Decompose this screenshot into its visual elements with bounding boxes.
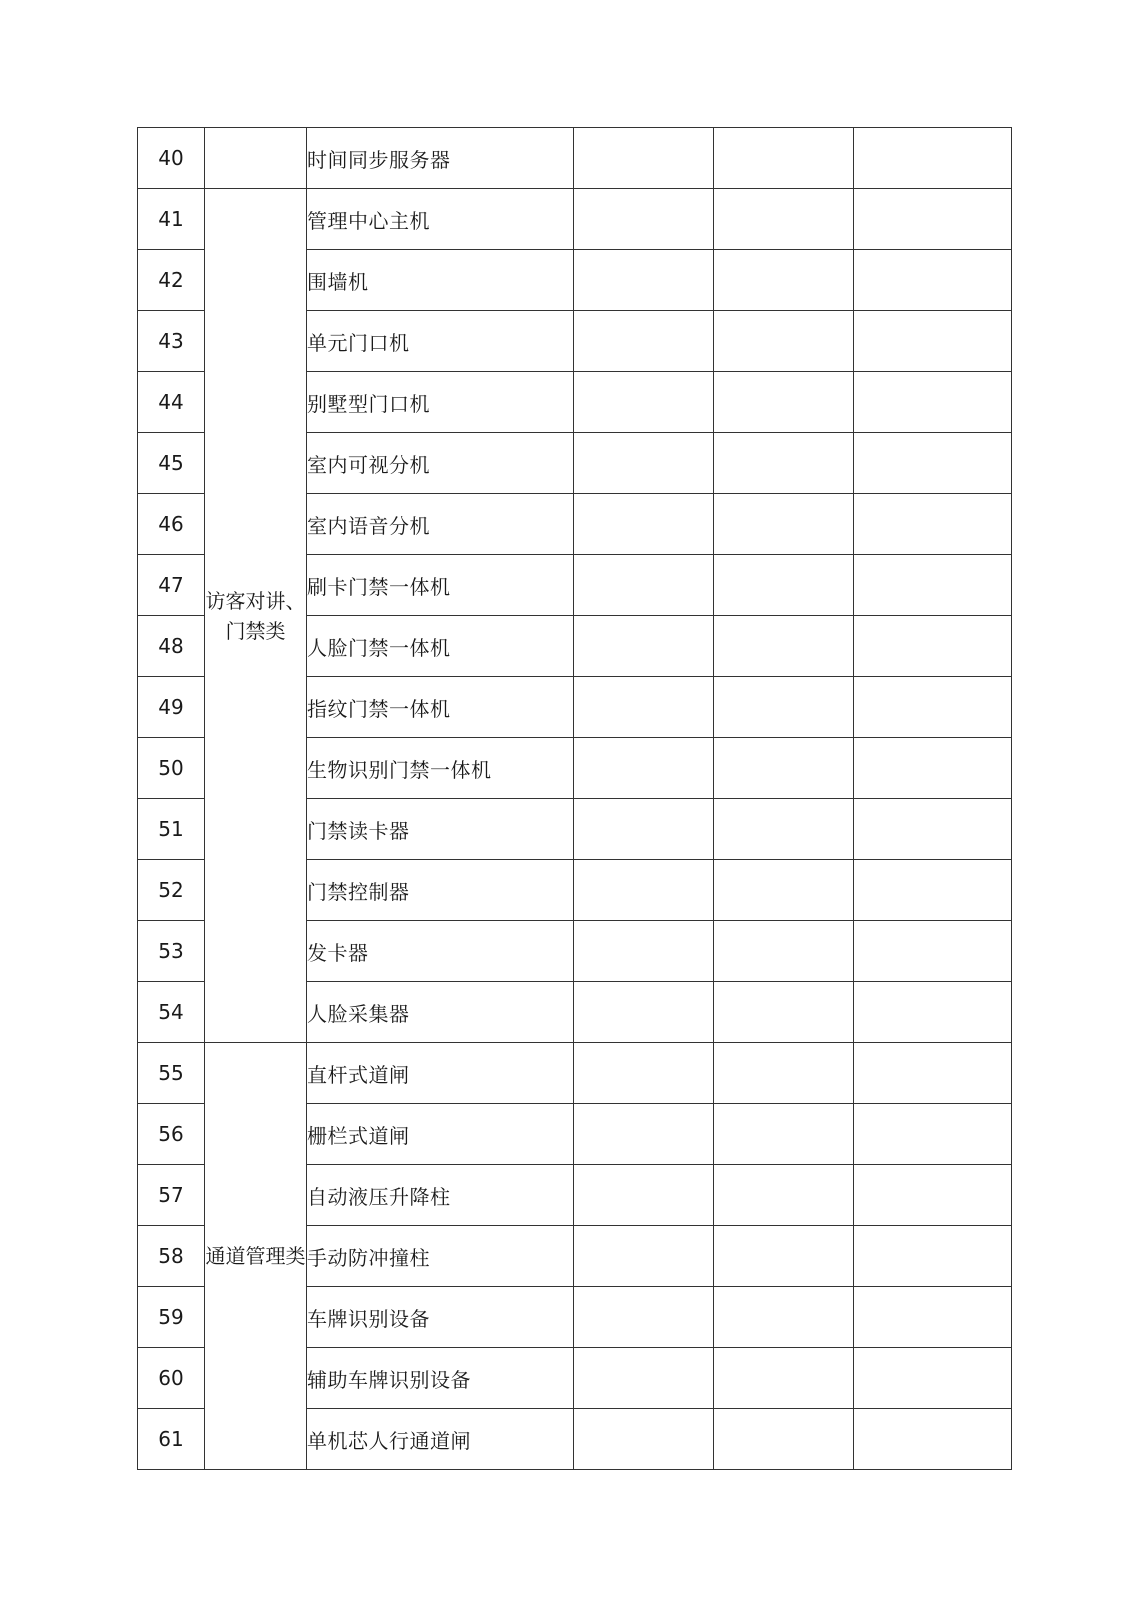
empty-cell [574,921,714,982]
empty-cell [854,1226,1012,1287]
row-number: 51 [138,799,205,860]
empty-cell [854,189,1012,250]
empty-cell [714,616,854,677]
empty-cell [714,677,854,738]
empty-cell [714,555,854,616]
empty-cell [854,128,1012,189]
empty-cell [714,1226,854,1287]
empty-cell [854,555,1012,616]
row-number: 54 [138,982,205,1043]
empty-cell [714,1287,854,1348]
row-number: 43 [138,311,205,372]
empty-cell [574,799,714,860]
row-number: 58 [138,1226,205,1287]
empty-cell [574,982,714,1043]
empty-cell [854,982,1012,1043]
empty-cell [574,128,714,189]
item-name: 单元门口机 [307,311,574,372]
row-number: 56 [138,1104,205,1165]
table-row [138,189,1012,250]
item-name: 指纹门禁一体机 [307,677,574,738]
empty-cell [854,738,1012,799]
empty-cell [574,616,714,677]
empty-cell [854,1287,1012,1348]
empty-cell [574,1409,714,1470]
item-name: 人脸采集器 [307,982,574,1043]
empty-cell [854,433,1012,494]
empty-cell [714,433,854,494]
empty-cell [854,1409,1012,1470]
empty-cell [854,1104,1012,1165]
empty-cell [854,494,1012,555]
row-number: 44 [138,372,205,433]
item-name: 手动防冲撞柱 [307,1226,574,1287]
row-number: 42 [138,250,205,311]
empty-cell [854,677,1012,738]
item-name: 时间同步服务器 [307,128,574,189]
item-name: 直杆式道闸 [307,1043,574,1104]
empty-cell [714,372,854,433]
empty-cell [714,128,854,189]
empty-cell [714,1348,854,1409]
row-number: 48 [138,616,205,677]
empty-cell [574,433,714,494]
item-name: 栅栏式道闸 [307,1104,574,1165]
empty-cell [714,311,854,372]
row-number: 61 [138,1409,205,1470]
empty-cell [574,311,714,372]
empty-cell [574,738,714,799]
row-number: 53 [138,921,205,982]
row-number: 46 [138,494,205,555]
empty-cell [854,311,1012,372]
equipment-table [137,127,1012,1470]
empty-cell [574,1104,714,1165]
item-name: 围墙机 [307,250,574,311]
empty-cell [854,921,1012,982]
empty-cell [574,1043,714,1104]
item-name: 管理中心主机 [307,189,574,250]
item-name: 人脸门禁一体机 [307,616,574,677]
empty-cell [854,1043,1012,1104]
row-number: 40 [138,128,205,189]
empty-cell [854,616,1012,677]
row-number: 57 [138,1165,205,1226]
table-row [138,1043,1012,1104]
empty-cell [574,860,714,921]
category-intercom-access: 访客对讲、门禁类 [205,189,307,1043]
empty-cell [574,677,714,738]
empty-cell [854,250,1012,311]
item-name: 辅助车牌识别设备 [307,1348,574,1409]
item-name: 门禁控制器 [307,860,574,921]
item-name: 刷卡门禁一体机 [307,555,574,616]
item-name: 自动液压升降柱 [307,1165,574,1226]
empty-cell [854,372,1012,433]
item-name: 单机芯人行通道闸 [307,1409,574,1470]
item-name: 门禁读卡器 [307,799,574,860]
empty-cell [574,1165,714,1226]
row-number: 60 [138,1348,205,1409]
empty-cell [574,250,714,311]
item-name: 别墅型门口机 [307,372,574,433]
empty-cell [854,799,1012,860]
empty-cell [574,1348,714,1409]
empty-cell [714,799,854,860]
empty-cell [714,1104,854,1165]
empty-cell [714,1165,854,1226]
row-number: 41 [138,189,205,250]
item-name: 室内语音分机 [307,494,574,555]
empty-cell [574,494,714,555]
table-row [138,128,1012,189]
empty-cell [854,1348,1012,1409]
empty-cell [714,921,854,982]
empty-cell [714,494,854,555]
row-number: 50 [138,738,205,799]
empty-cell [714,860,854,921]
row-number: 49 [138,677,205,738]
empty-cell [574,555,714,616]
item-name: 生物识别门禁一体机 [307,738,574,799]
row-number: 47 [138,555,205,616]
item-name: 发卡器 [307,921,574,982]
empty-cell [714,1043,854,1104]
row-number: 55 [138,1043,205,1104]
category-cell-empty [205,128,307,189]
empty-cell [854,860,1012,921]
empty-cell [714,250,854,311]
row-number: 52 [138,860,205,921]
empty-cell [854,1165,1012,1226]
item-name: 室内可视分机 [307,433,574,494]
empty-cell [574,189,714,250]
empty-cell [574,1287,714,1348]
empty-cell [574,372,714,433]
empty-cell [714,738,854,799]
row-number: 59 [138,1287,205,1348]
empty-cell [714,1409,854,1470]
empty-cell [574,1226,714,1287]
item-name: 车牌识别设备 [307,1287,574,1348]
empty-cell [714,982,854,1043]
row-number: 45 [138,433,205,494]
category-passage-management: 通道管理类 [205,1043,307,1470]
empty-cell [714,189,854,250]
